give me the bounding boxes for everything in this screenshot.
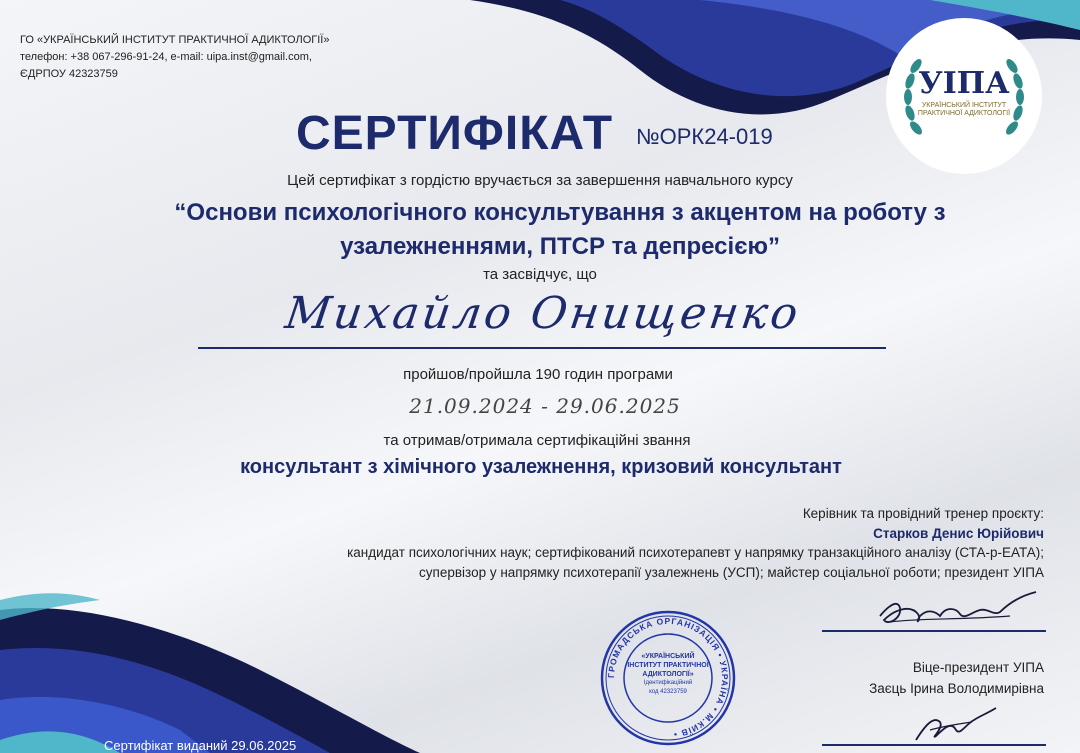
head-signature xyxy=(860,586,1040,636)
organization-info xyxy=(20,32,329,83)
head-signature-line xyxy=(822,630,1046,632)
organization-edrpou: ЄДРПОУ 42323759 xyxy=(20,68,118,80)
stamp-center-2: ІНСТИТУТ ПРАКТИЧНОЇ xyxy=(627,662,709,669)
logo-subtitle: УКРАЇНСЬКИЙ ІНСТИТУТ ПРАКТИЧНОЇ АДИКТОЛОГІЇ xyxy=(917,102,1011,117)
official-stamp xyxy=(598,608,738,748)
program-hours: пройшов/пройшла 190 годин програми xyxy=(403,366,673,383)
certifies-text: та засвідчує, що xyxy=(483,266,597,283)
head-description-1: кандидат психологічних наук; сертифікований психотерапевт у напрямку транзакційного аналізу (СТА-р-ЕАТА); xyxy=(347,545,1044,560)
stamp-center-4: Ідентифікаційний xyxy=(643,680,693,686)
certificate-title: СЕРТИФІКАТ xyxy=(296,107,614,160)
certificate-intro: Цей сертифікат з гордістю вручається за завершення навчального курсу xyxy=(287,172,793,189)
vp-signature-line xyxy=(822,744,1046,746)
head-name: Старков Денис Юрійович xyxy=(873,525,1044,541)
certification-titles: консультант з хімічного узалежнення, кризовий консультант xyxy=(240,456,842,478)
organization-contacts: телефон: +38 067-296-91-24, e-mail: uipa.inst@gmail.com, xyxy=(20,51,312,63)
vp-role: Віце-президент УІПА xyxy=(912,660,1044,675)
received-text: та отримав/отримала сертифікаційні звання xyxy=(383,432,691,449)
recipient-underline xyxy=(198,347,886,349)
stamp-center-3: АДИКТОЛОГІЇ» xyxy=(642,671,694,678)
course-title-line-1: “Основи психологічного консультування з акцентом на роботу з xyxy=(174,199,946,226)
stamp-center-5: код 42323759 xyxy=(649,689,687,695)
vice-president-signatory xyxy=(869,657,1044,699)
organization-name: ГО «УКРАЇНСЬКИЙ ІНСТИТУТ ПРАКТИЧНОЇ АДИКТОЛОГІЇ» xyxy=(20,34,330,46)
certificate-number: №ОРК24-019 xyxy=(636,124,773,149)
course-title-line-2: узалежненнями, ПТСР та депресією” xyxy=(340,233,780,260)
stamp-ring-text: ГРОМАДСЬКА ОРГАНІЗАЦІЯ • УКРАЇНА • М.КИЇВ • xyxy=(605,615,731,740)
logo-abbreviation: УІПА xyxy=(918,66,1010,101)
institute-logo xyxy=(886,18,1042,174)
program-dates: 21.09.2024 - 29.06.2025 xyxy=(409,394,681,418)
issue-date: Сертифікат виданий 29.06.2025 xyxy=(104,738,297,753)
vp-signature xyxy=(900,700,1010,750)
head-signatory xyxy=(347,504,1044,582)
recipient-name: Михайло Онищенко xyxy=(282,288,804,339)
vp-name: Заєць Ірина Володимирівна xyxy=(869,681,1044,696)
course-title xyxy=(60,196,1060,264)
head-role: Керівник та провідний тренер проєкту: xyxy=(802,506,1044,521)
stamp-center-1: «УКРАЇНСЬКИЙ xyxy=(641,653,695,660)
head-description-2: супервізор у напрямку психотерапії узалежнень (УСП); майстер соціальної роботи; президент УІПА xyxy=(419,564,1044,580)
